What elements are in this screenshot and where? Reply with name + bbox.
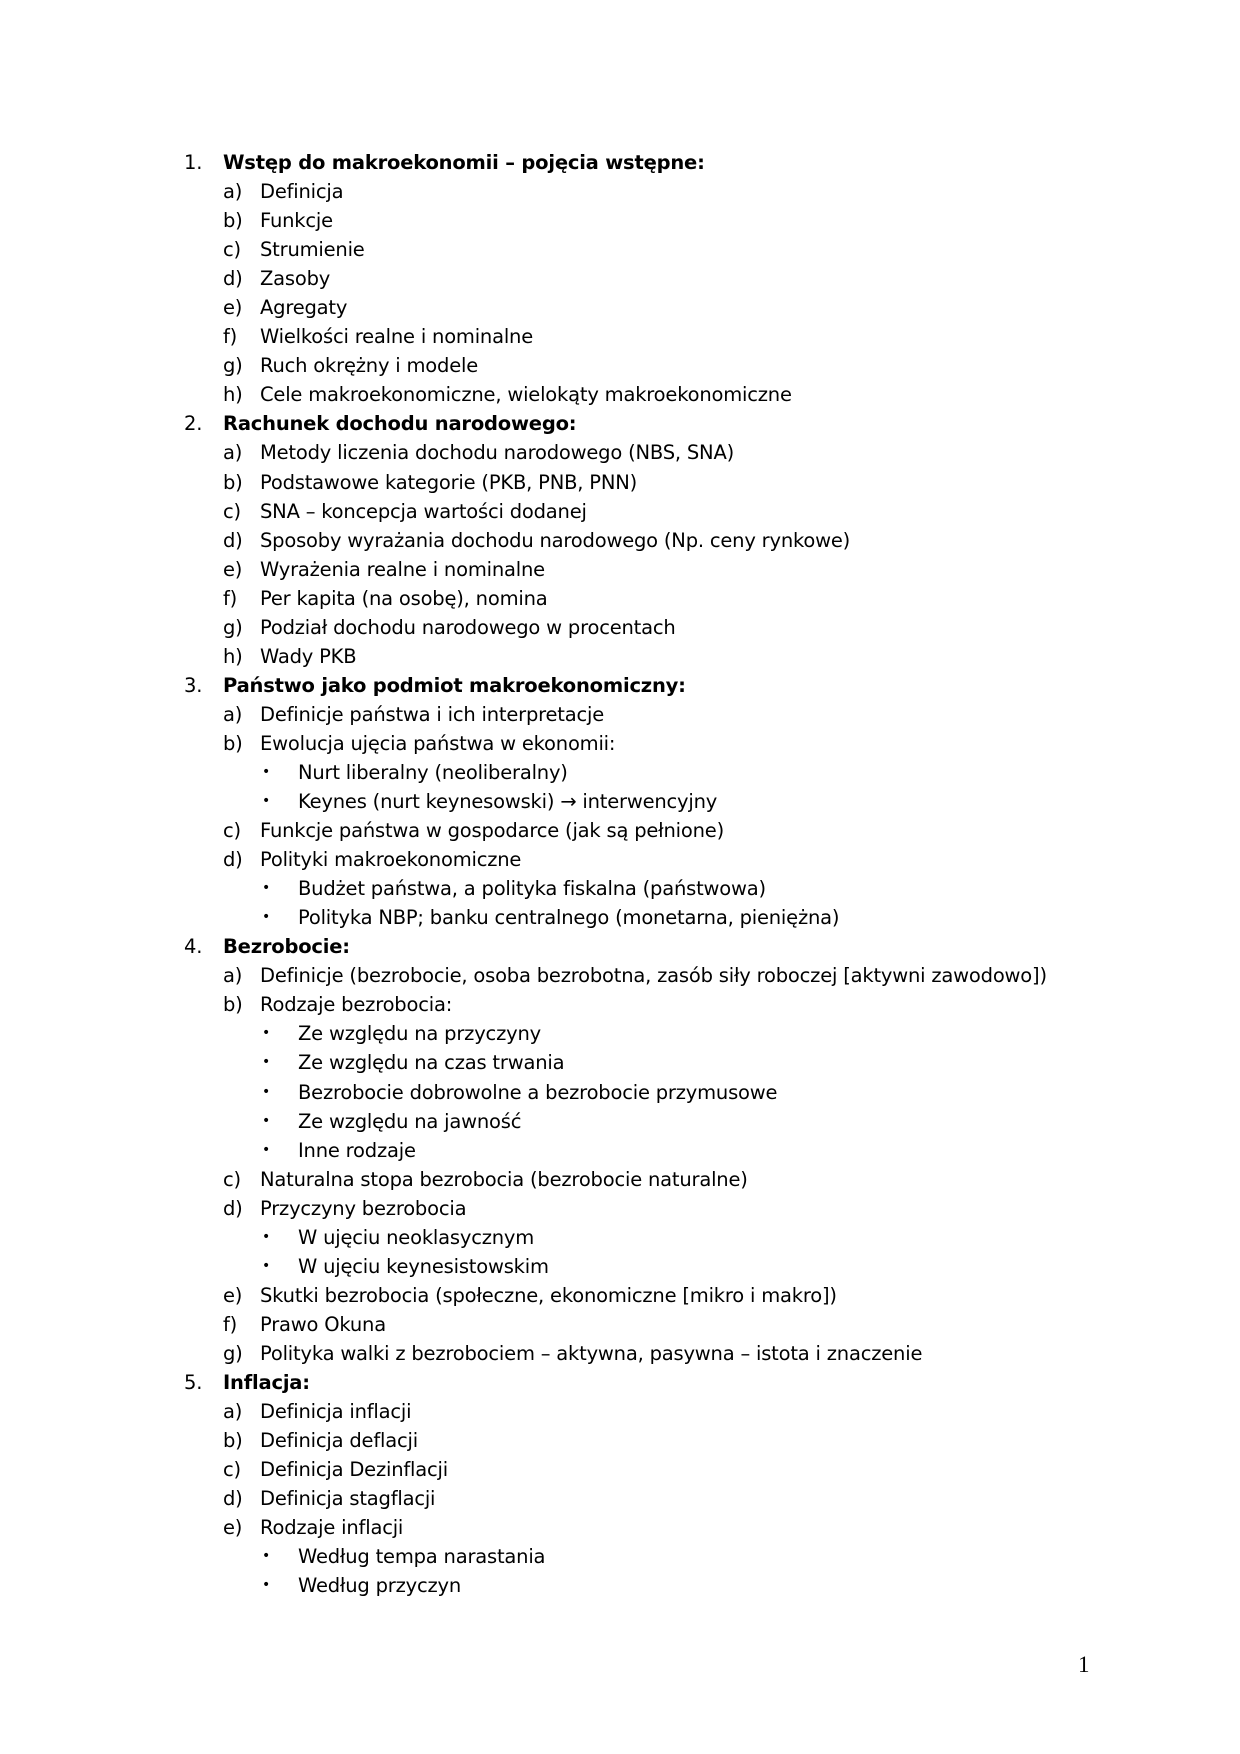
subitem-marker: g) [223, 354, 243, 378]
bullet-item [0, 1019, 1240, 1048]
bullet-item-text: Według tempa narastania [298, 1545, 546, 1569]
subitem-marker: e) [223, 296, 243, 320]
subitem-text: Zasoby [260, 267, 331, 291]
section-heading [0, 409, 1240, 438]
bullet-item-marker: • [262, 880, 271, 897]
subitem-text: Cele makroekonomiczne, wielokąty makroekonomiczne [260, 383, 792, 407]
subitem [0, 700, 1240, 729]
section-heading-text: Państwo jako podmiot makroekonomiczny: [223, 673, 686, 697]
subitem-marker: g) [223, 1341, 243, 1365]
outline-list [0, 148, 1240, 1600]
bullet-item-marker: • [262, 1141, 271, 1158]
bullet-item [0, 903, 1240, 932]
subitem [0, 351, 1240, 380]
subitem-text: Definicja [260, 180, 344, 204]
subitem [0, 555, 1240, 584]
section-heading-text: Rachunek dochodu narodowego: [223, 412, 577, 436]
section-heading-text: Wstęp do makroekonomii – pojęcia wstępne: [223, 151, 705, 174]
subitem-text: Strumienie [260, 238, 365, 262]
subitem-marker: b) [223, 470, 243, 494]
subitem-text: Metody liczenia dochodu narodowego (NBS, SNA) [260, 441, 734, 465]
subitem [0, 293, 1240, 322]
subitem [0, 1513, 1240, 1542]
subitem-text: Przyczyny bezrobocia [260, 1196, 467, 1220]
subitem [0, 497, 1240, 526]
subitem [0, 990, 1240, 1019]
subitem [0, 468, 1240, 497]
subitem-marker: c) [223, 238, 241, 262]
subitem-text: Wady PKB [260, 644, 357, 668]
bullet-item-marker: • [262, 1083, 271, 1100]
section-heading-text: Bezrobocie: [223, 935, 350, 959]
subitem-marker: h) [223, 383, 243, 407]
subitem-text: Podział dochodu narodowego w procentach [260, 615, 676, 639]
subitem [0, 235, 1240, 264]
subitem-marker: a) [223, 964, 243, 988]
subitem [0, 1484, 1240, 1513]
bullet-item [0, 1252, 1240, 1281]
subitem-marker: c) [223, 819, 241, 843]
section-heading [0, 1368, 1240, 1397]
section-heading [0, 932, 1240, 961]
subitem-text: Definicja inflacji [260, 1400, 412, 1424]
bullet-item-text: Ze względu na czas trwania [298, 1051, 565, 1075]
bullet-item [0, 1223, 1240, 1252]
subitem-marker: e) [223, 1283, 243, 1307]
subitem-text: Ruch okrężny i modele [260, 354, 479, 378]
subitem-text: Wielkości realne i nominalne [260, 325, 534, 349]
subitem-text: Podstawowe kategorie (PKB, PNB, PNN) [260, 470, 638, 494]
subitem-marker: a) [223, 180, 243, 204]
bullet-item-text: Według przyczyn [298, 1574, 462, 1598]
bullet-item-marker: • [262, 1577, 271, 1594]
subitem-text: Prawo Okuna [260, 1312, 386, 1336]
subitem [0, 1310, 1240, 1339]
bullet-item-marker: • [262, 763, 271, 780]
subitem-marker: e) [223, 557, 243, 581]
subitem [0, 1426, 1240, 1455]
section-heading-text: Inflacja: [223, 1370, 310, 1394]
bullet-item [0, 758, 1240, 787]
subitem-marker: f) [223, 586, 238, 610]
subitem-marker: e) [223, 1516, 243, 1540]
page-number: 1 [1078, 1652, 1090, 1677]
subitem-text: Definicja deflacji [260, 1429, 418, 1453]
subitem-text: Naturalna stopa bezrobocia (bezrobocie naturalne) [260, 1167, 748, 1191]
subitem-text: Per kapita (na osobę), nomina [260, 586, 548, 610]
subitem-marker: d) [223, 267, 243, 291]
subitem [0, 642, 1240, 671]
subitem [0, 380, 1240, 409]
subitem-marker: c) [223, 1167, 241, 1191]
subitem-text: Definicja stagflacji [260, 1487, 436, 1511]
section-heading [0, 671, 1240, 700]
bullet-item [0, 1078, 1240, 1107]
subitem-marker: b) [223, 209, 243, 233]
bullet-item-text: W ujęciu neoklasycznym [298, 1225, 535, 1249]
bullet-item-marker: • [262, 793, 271, 810]
subitem [0, 438, 1240, 467]
bullet-item-text: W ujęciu keynesistowskim [298, 1254, 549, 1278]
bullet-item-text: Ze względu na jawność [298, 1109, 522, 1133]
section-heading-marker: 5. [184, 1370, 203, 1394]
subitem [0, 845, 1240, 874]
bullet-item [0, 787, 1240, 816]
subitem-marker: a) [223, 1400, 243, 1424]
subitem-text: Polityki makroekonomiczne [260, 848, 522, 872]
subitem-marker: a) [223, 702, 243, 726]
bullet-item-marker: • [262, 1025, 271, 1042]
bullet-item-text: Bezrobocie dobrowolne a bezrobocie przymusowe [298, 1080, 778, 1104]
subitem [0, 1397, 1240, 1426]
subitem-text: Sposoby wyrażania dochodu narodowego (Np. ceny rynkowe) [260, 528, 851, 552]
bullet-item-marker: • [262, 1054, 271, 1071]
subitem-text: Ewolucja ujęcia państwa w ekonomii: [260, 731, 616, 755]
subitem-marker: d) [223, 1487, 243, 1511]
bullet-item-marker: • [262, 1257, 271, 1274]
bullet-item [0, 874, 1240, 903]
section-heading-marker: 3. [184, 673, 203, 697]
subitem-text: Wyrażenia realne i nominalne [260, 557, 545, 581]
subitem [0, 816, 1240, 845]
subitem [0, 1455, 1240, 1484]
bullet-item-text: Ze względu na przyczyny [298, 1022, 541, 1046]
subitem-text: Rodzaje bezrobocia: [260, 993, 453, 1017]
subitem-text: SNA – koncepcja wartości dodanej [260, 499, 587, 523]
subitem-marker: d) [223, 848, 243, 872]
section-heading-marker: 2. [184, 412, 203, 436]
bullet-item-text: Polityka NBP; banku centralnego (monetarna, pieniężna) [298, 906, 840, 930]
subitem [0, 1194, 1240, 1223]
subitem-text: Skutki bezrobocia (społeczne, ekonomiczne [mikro i makro]) [260, 1283, 837, 1307]
bullet-item [0, 1136, 1240, 1165]
subitem-marker: g) [223, 615, 243, 639]
bullet-item-text: Inne rodzaje [298, 1138, 416, 1162]
subitem-marker: b) [223, 993, 243, 1017]
bullet-item-marker: • [262, 1112, 271, 1129]
subitem-text: Polityka walki z bezrobociem – aktywna, pasywna – istota i znaczenie [260, 1341, 923, 1365]
subitem-marker: a) [223, 441, 243, 465]
subitem-marker: f) [223, 325, 238, 349]
subitem-text: Funkcje państwa w gospodarce (jak są pełnione) [260, 819, 724, 843]
section-heading [0, 148, 1240, 177]
subitem-text: Agregaty [260, 296, 348, 320]
subitem-text: Rodzaje inflacji [260, 1516, 404, 1540]
subitem [0, 526, 1240, 555]
subitem [0, 177, 1240, 206]
subitem-marker: d) [223, 1196, 243, 1220]
subitem-marker: h) [223, 644, 243, 668]
subitem-marker: c) [223, 499, 241, 523]
subitem-marker: b) [223, 1429, 243, 1453]
subitem [0, 613, 1240, 642]
subitem-marker: d) [223, 528, 243, 552]
subitem-text: Definicje państwa i ich interpretacje [260, 702, 605, 726]
subitem [0, 1339, 1240, 1368]
bullet-item [0, 1542, 1240, 1571]
bullet-item [0, 1571, 1240, 1600]
subitem-text: Funkcje [260, 209, 333, 233]
bullet-item-text: Budżet państwa, a polityka fiskalna (państwowa) [298, 877, 766, 901]
subitem-marker: c) [223, 1458, 241, 1482]
subitem-marker: f) [223, 1312, 238, 1336]
bullet-item [0, 1048, 1240, 1077]
subitem [0, 584, 1240, 613]
bullet-item-marker: • [262, 1548, 271, 1565]
section-heading-marker: 1. [184, 151, 203, 174]
subitem-marker: b) [223, 731, 243, 755]
subitem [0, 264, 1240, 293]
subitem [0, 1165, 1240, 1194]
bullet-item-text: Keynes (nurt keynesowski) → interwencyjny [298, 790, 718, 814]
subitem [0, 322, 1240, 351]
bullet-item [0, 1107, 1240, 1136]
subitem [0, 206, 1240, 235]
subitem [0, 961, 1240, 990]
bullet-item-marker: • [262, 1228, 271, 1245]
bullet-item-text: Nurt liberalny (neoliberalny) [298, 760, 568, 784]
subitem-text: Definicja Dezinflacji [260, 1458, 448, 1482]
subitem-text: Definicje (bezrobocie, osoba bezrobotna, zasób siły roboczej [aktywni zawodowo]) [260, 964, 1047, 988]
subitem [0, 1281, 1240, 1310]
bullet-item-marker: • [262, 909, 271, 926]
subitem [0, 729, 1240, 758]
section-heading-marker: 4. [184, 935, 203, 959]
